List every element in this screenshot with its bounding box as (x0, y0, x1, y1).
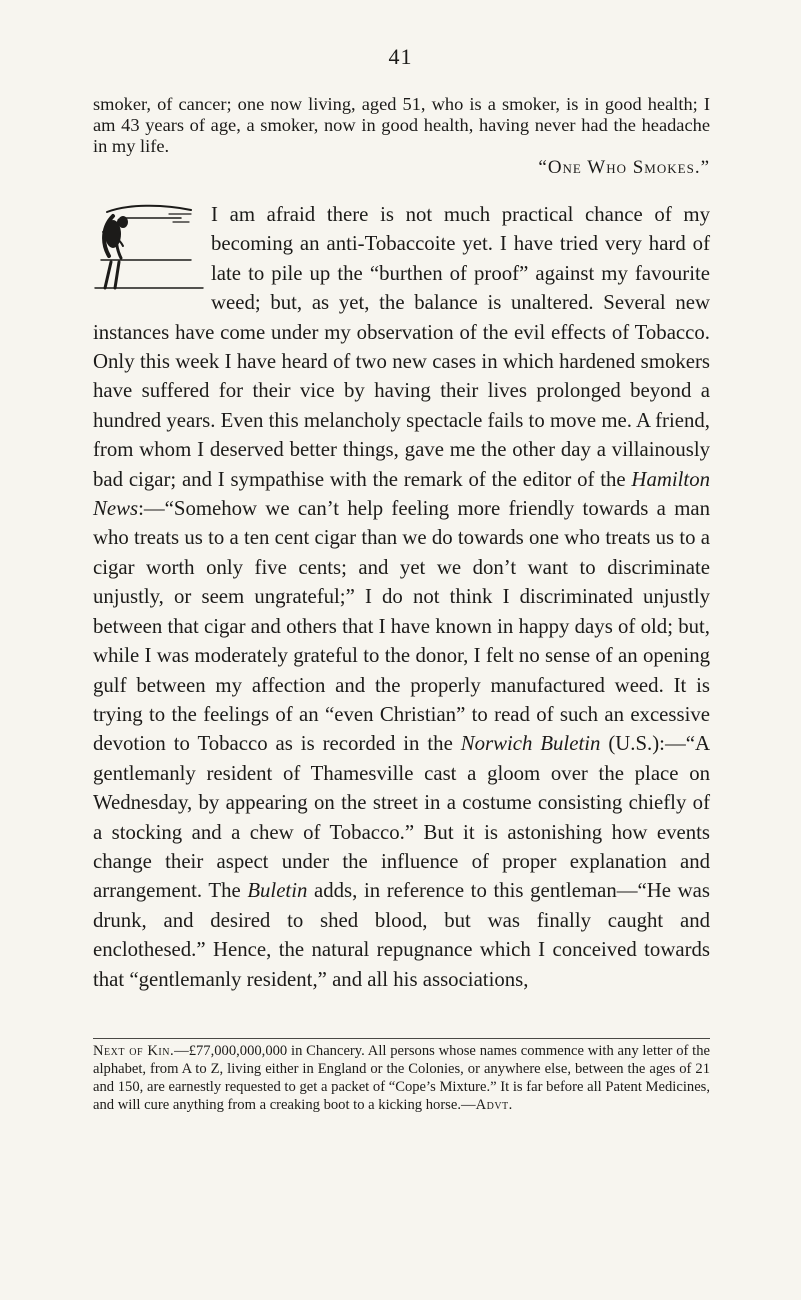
advert-lead: Next of Kin. (93, 1043, 175, 1059)
letter-ending (93, 94, 710, 157)
essay-text-part1: I am afraid there is not much practical chance of my becoming an anti-Tobaccoite yet. I have tried very hard of late to pile up the “burthen of proof” against my favourite weed; but, as yet, the balance is unaltered. Several new instances have come under my observation of the evil effects of Tobacco. Only this week I have heard of two new cases in which hardened smokers have suffered for their vice by having their lives prolonged beyond a hundred years. Even this melancholy spectacle fails to move me. A friend, from whom I deserved better things, gave me the other day a villainously bad cigar; and I sympathise with the remark of the editor of the (93, 203, 710, 491)
signature-text: “One Who Smokes.” (538, 157, 710, 178)
footnote-divider (93, 1038, 710, 1039)
essay-text-part2: :—“Somehow we can’t help feeling more friendly towards a man who treats us to a ten cent cigar than we do towards one who treats us to a cigar worth only five cents; and yet we don’t want to discriminate unjustly, or seem ungrateful;” I do not think I discriminated unjustly between that cigar and others that I have known in happy days of old; but, while I was moderately grateful to the donor, I felt no sense of an opening gulf between my affection and the properly manufactured weed. It is trying to the feelings of an “even Christian” to read of such an excessive devotion to Tobacco as is recorded in the (93, 497, 710, 756)
advert-tag: Advt. (475, 1097, 513, 1113)
letter-ending-paragraph: smoker, of cancer; one now living, aged 51, who is a smoker, is in good health; I am 43 years of age, a smoker, now in good health, having never had the headache in my life. (93, 94, 710, 156)
essay-paragraph (93, 200, 710, 994)
newspaper-title-hamilton: Hamilton News (93, 467, 710, 521)
essay-text-part3: (U.S.):—“A gentlemanly resident of Thamesville cast a gloom over the place on Wednesday, by appearing on the street in a costume consisting chiefly of a stocking and a chew of Tobacco.” But it is astonishing how events change their aspect under the influence of proper explanation and arrangement. The (93, 732, 711, 903)
advertisement-paragraph (93, 1042, 710, 1114)
essay-text-part4: adds, in reference to this gentleman—“He was drunk, and desired to shed blood, but was finally caught and enclothesed.” Hence, the natural repugnance which I conceived towards that “gentlemanly resident,” and all his associations, (93, 879, 710, 991)
advertisement-footnote (93, 1042, 710, 1114)
page-number: 41 (388, 44, 413, 69)
pipe-illustration-icon (93, 202, 205, 290)
main-text (93, 200, 710, 994)
newspaper-title-norwich: Norwich Buletin (460, 732, 601, 756)
advert-text: —£77,000,000,000 in Chancery. All persons whose names commence with any letter of the alphabet, from A to Z, living either in England or the Colonies, or anywhere else, between the ages of 21 and 150, are earnestly requested to get a packet of “Cope’s Mixture.” It is far before all Patent Medicines, and will cure anything from a creaking boot to a kicking horse.— (93, 1043, 710, 1113)
letter-signature (93, 157, 710, 179)
newspaper-title-buletin: Buletin (247, 879, 308, 903)
